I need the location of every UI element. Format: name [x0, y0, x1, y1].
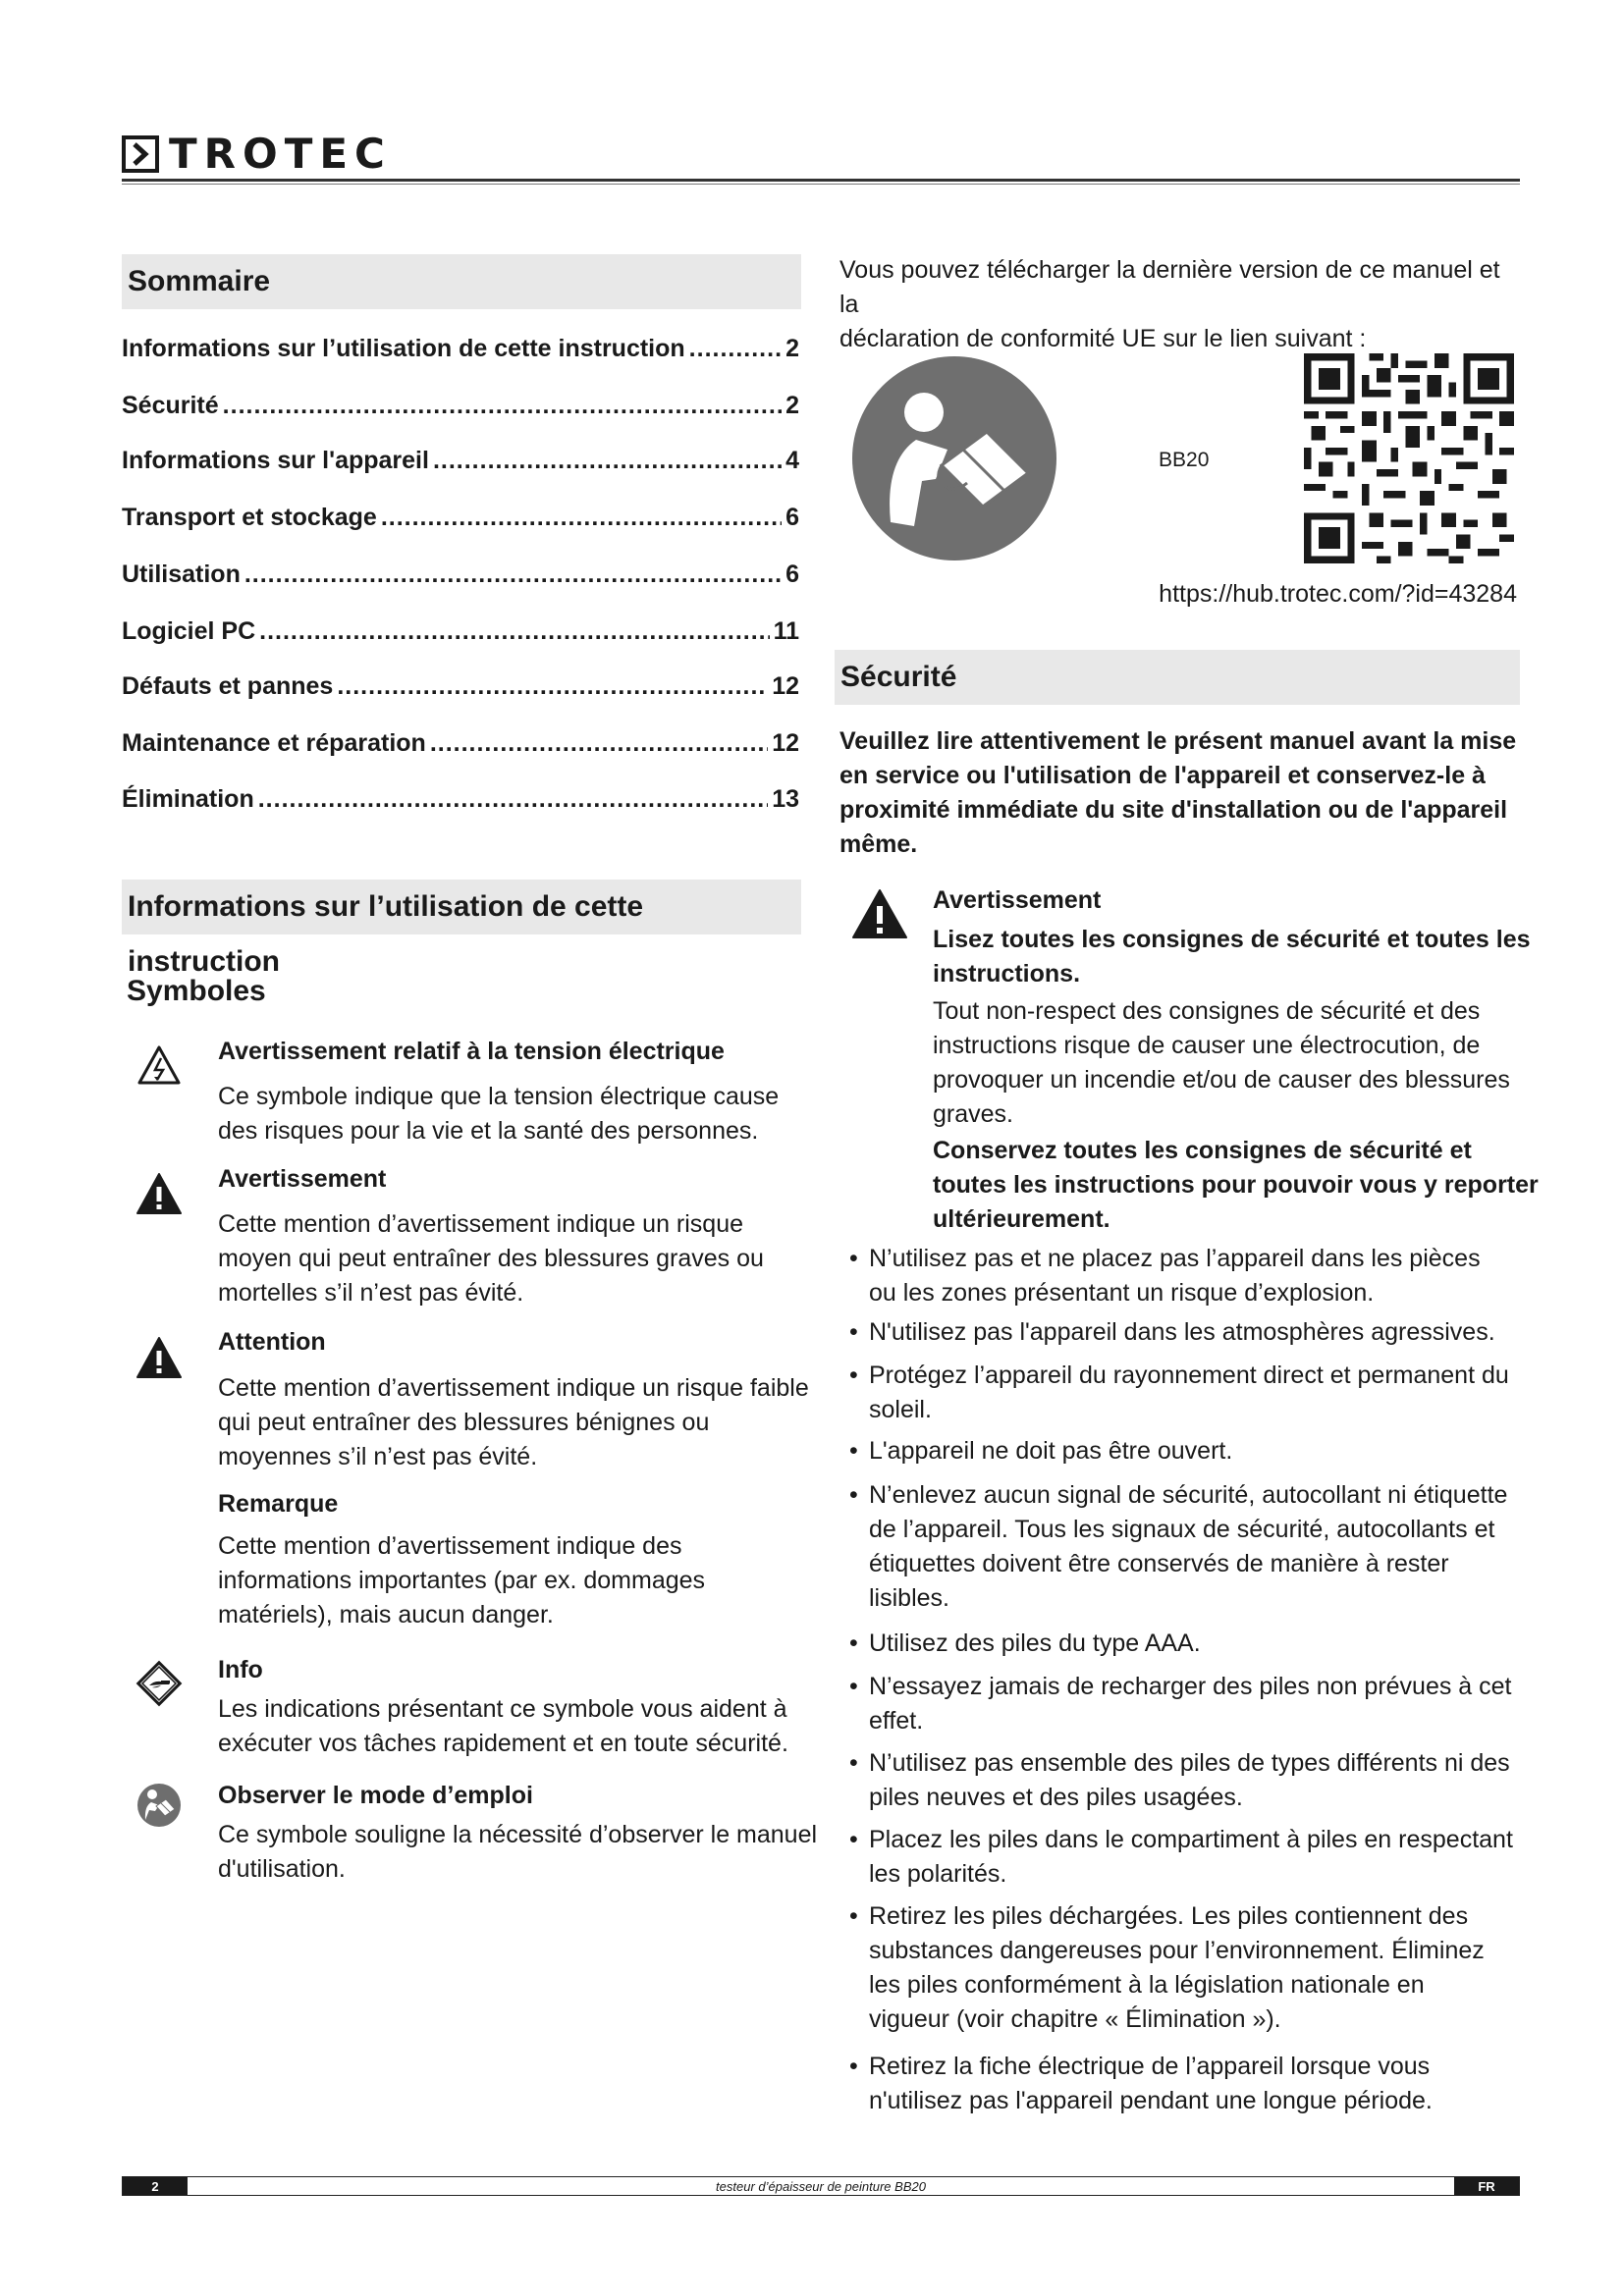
list-item: • N’enlevez aucun signal de sécurité, autocollant ni étiquette de l’appareil. Tous les signaux de sécurité, autocollants et étiquettes doivent être conservés de manière à rester lisibles.	[839, 1478, 1517, 1616]
warning-keep-instructions: Conservez toutes les consignes de sécurité et toutes les instructions pour pouvoir vous y reporter ultérieurement.	[933, 1137, 1539, 1233]
symbol-title: Observer le mode d’emploi	[218, 1782, 533, 1809]
language-code: FR	[1454, 2177, 1519, 2195]
toc-item[interactable]: Informations sur l'appareil ..... 4	[122, 444, 799, 477]
toc-item[interactable]: Transport et stockage ..... 6	[122, 501, 799, 534]
list-item: • L'appareil ne doit pas être ouvert.	[839, 1434, 1517, 1468]
toc-item[interactable]: Utilisation ..... 6	[122, 558, 799, 591]
list-item: • Utilisez des piles du type AAA.	[839, 1627, 1517, 1661]
toc-item[interactable]: Élimination ..... 13	[122, 782, 799, 816]
symbol-description: Cette mention d’avertissement indique un risque faible qui peut entraîner des blessures bénignes ou moyennes s’il n’est pas évité.	[218, 1374, 809, 1470]
list-item: • N’utilisez pas et ne placez pas l’appareil dans les pièces ou les zones présentant un risque d’explosion.	[839, 1242, 1517, 1310]
toc-item[interactable]: Sécurité ..... 2	[122, 389, 799, 422]
symbol-title: Avertissement relatif à la tension électrique	[218, 1038, 725, 1065]
list-item: • Placez les piles dans le compartiment à piles en respectant les polarités.	[839, 1823, 1517, 1892]
symbol-description: Les indications présentant ce symbole vous aident à exécuter vos tâches rapidement et en toute sécurité.	[218, 1695, 788, 1757]
page-footer	[122, 2176, 1520, 2196]
document-title: testeur d’épaisseur de peinture BB20	[716, 2178, 926, 2194]
list-item: • N’utilisez pas ensemble des piles de types différents ni des piles neuves et des piles usagées.	[839, 1746, 1517, 1815]
brand-logo	[122, 132, 392, 177]
page-number: 2	[123, 2177, 188, 2195]
list-item: • Protégez l’appareil du rayonnement direct et permanent du soleil.	[839, 1359, 1517, 1427]
toc-item[interactable]: Logiciel PC ..... 11	[122, 614, 799, 648]
symbol-description: Cette mention d’avertissement indique un risque moyen qui peut entraîner des blessures graves ou mortelles s’il n’est pas évité.	[218, 1210, 764, 1307]
symbol-description: Ce symbole indique que la tension électrique cause des risques pour la vie et la santé des personnes.	[218, 1083, 780, 1145]
logo-chevron-icon	[122, 135, 159, 173]
symbol-description: Ce symbole souligne la nécessité d’observer le manuel d'utilisation.	[218, 1821, 818, 1883]
symbol-description: Cette mention d’avertissement indique des informations importantes (par ex. dommages matériels), mais aucun danger.	[218, 1532, 706, 1629]
toc-item[interactable]: Maintenance et réparation ..... 12	[122, 726, 799, 760]
model-label: BB20	[1159, 449, 1210, 471]
read-manual-icon	[136, 1783, 182, 1833]
electric-warning-icon	[136, 1044, 182, 1091]
toc-heading: Sommaire	[122, 254, 801, 309]
symbol-title: Avertissement	[218, 1165, 387, 1193]
symbol-title: Remarque	[218, 1490, 339, 1518]
list-item: • N'utilisez pas l'appareil dans les atmosphères agressives.	[839, 1315, 1517, 1350]
symbols-heading: Symboles	[127, 975, 266, 1007]
list-item: • N’essayez jamais de recharger des piles non prévues à cet effet.	[839, 1670, 1517, 1738]
download-url-link[interactable]: https://hub.trotec.com/?id=43284	[1159, 580, 1517, 608]
warning-title: Avertissement	[933, 886, 1102, 914]
info-hand-icon	[135, 1659, 184, 1713]
header-divider	[122, 179, 1520, 182]
toc-item[interactable]: Informations sur l’utilisation de cette instruction ..... 2	[122, 332, 799, 365]
read-manual-large-icon	[851, 355, 1057, 566]
symbol-title: Info	[218, 1656, 263, 1683]
header-divider-thin	[122, 184, 1520, 185]
warning-text: Tout non-respect des consignes de sécurité et des instructions risque de causer une électrocution, de provoquer un incendie et/ou de causer des blessures graves.	[933, 997, 1510, 1128]
download-text: Vous pouvez télécharger la dernière version de ce manuel et la déclaration de conformité UE sur le lien suivant :	[839, 256, 1500, 352]
warning-icon	[136, 1172, 182, 1220]
security-heading: Sécurité	[835, 650, 1520, 705]
toc-item[interactable]: Défauts et pannes ..... 12	[122, 669, 799, 703]
brand-name: TROTEC	[169, 130, 392, 178]
warning-instruction: Lisez toutes les consignes de sécurité et toutes les instructions.	[933, 926, 1531, 988]
security-intro: Veuillez lire attentivement le présent manuel avant la mise en service ou l'utilisation de l'appareil et conservez-le à proximité immédiate du site d'installation ou de l'appareil même.	[839, 727, 1517, 858]
caution-icon	[136, 1336, 182, 1384]
qr-code-icon[interactable]	[1304, 353, 1514, 568]
list-item: • Retirez la fiche électrique de l’appareil lorsque vous n'utilisez pas l'appareil pendant une longue période.	[839, 2050, 1517, 2118]
symbol-title: Attention	[218, 1328, 326, 1356]
info-section-heading: Informations sur l’utilisation de cette instruction	[122, 880, 801, 934]
warning-icon	[851, 888, 908, 944]
list-item: • Retirez les piles déchargées. Les piles contiennent des substances dangereuses pour l’environnement. Éliminez les piles conformément à la législation nationale en vigueur (voir chapitre « Élimination »).	[839, 1899, 1517, 2037]
